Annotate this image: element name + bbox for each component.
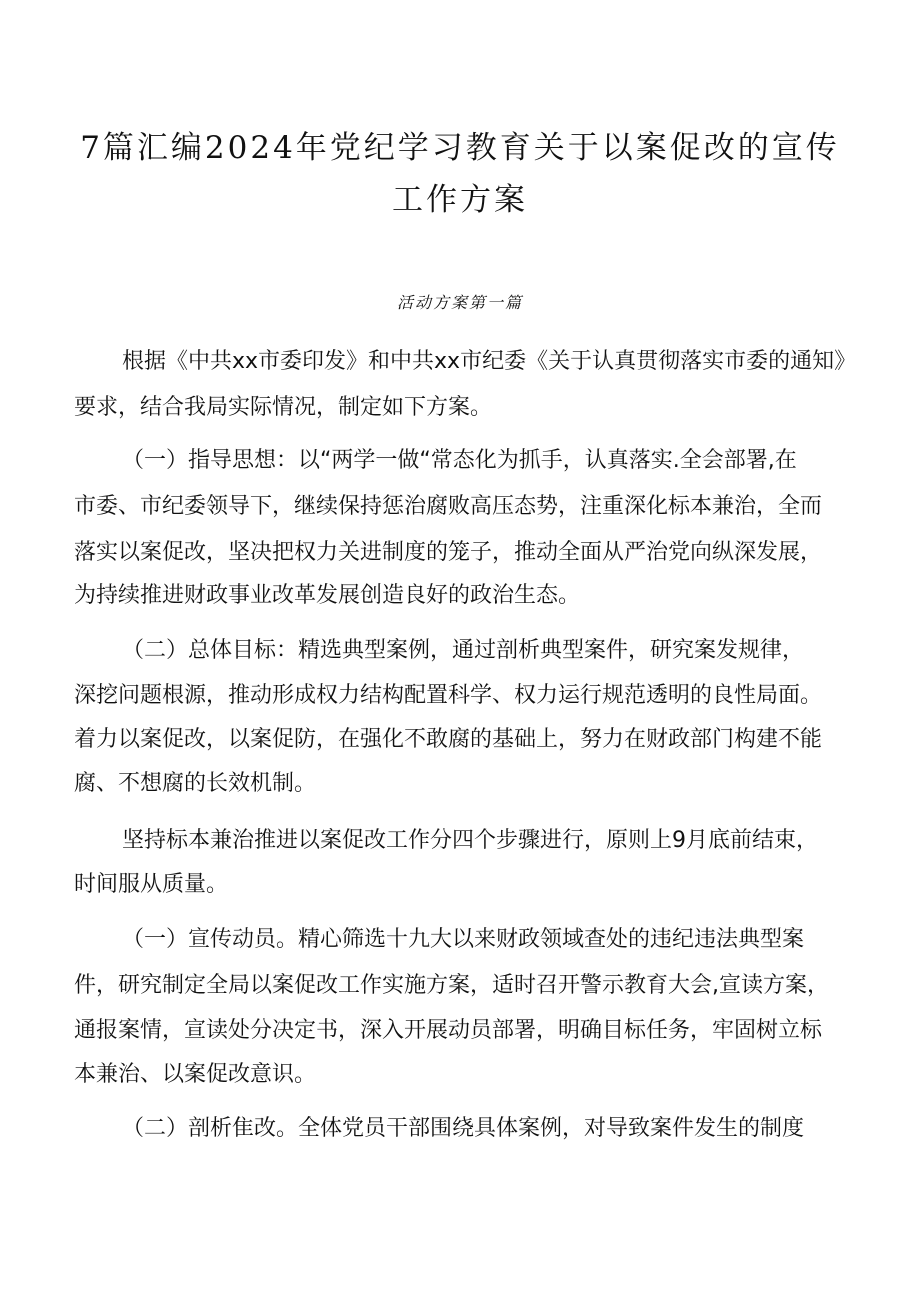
section-subtitle: 活动方案第一篇 [396, 293, 523, 312]
paragraph-line: （一）宣传动员。精心筛选十九大以来财政领域查处的违纪违法典型案 [122, 927, 805, 952]
paragraph-line: （二）总体目标：精选典型案例，通过剖析典型案件，研究案发规律， [122, 638, 805, 663]
paragraph-line: 通报案情，宣读处分决定书，深入开展动员部署，明确目标任务，牢固树立标 [74, 1018, 823, 1043]
paragraph-line: （二）剖析隹改。全体党员干部围绕具体案例，对导致案件发生的制度 [122, 1116, 805, 1141]
paragraph-line: 要求，结合我局实际情况，制定如下方案。 [74, 395, 493, 420]
paragraph-line: 坚持标本兼治推进以案促改工作分四个步骤进行，原则上9月底前结束， [122, 828, 818, 853]
paragraph-line: 根据《中共xx市委印发》和中共xx市纪委《关于认真贯彻落实市委的通知》 [122, 349, 857, 374]
paragraph-line: 腐、不想腐的长效机制。 [74, 771, 317, 796]
paragraph-line: 着力以案促改，以案促防，在强化不敢腐的基础上，努力在财政部门构建不能 [74, 727, 823, 752]
paragraph-line: 落实以案促改，坚决把权力关进制度的笼子，推动全面从严治党向纵深发展， [74, 540, 823, 565]
paragraph-line: 市委、市纪委领导下，继续保持惩治腐败高压态势，注重深化标本兼治，全而 [74, 494, 823, 519]
paragraph-line: 时间服从质量。 [74, 872, 229, 897]
document-title-line-2: 工作方案 [392, 182, 528, 218]
document-title-line-1: 7篇汇编2024年党纪学习教育关于以案促改的宣传 [80, 130, 840, 166]
paragraph-line: 为持续推进财政事业改革发展创造良好的政治生态。 [74, 583, 581, 608]
paragraph-line: （一）指导思想：以“两学一做“常态化为抓手，认真落实.全会部署,在 [122, 448, 797, 473]
paragraph-line: 件，研究制定全局以案促改工作实施方案，适时召开警示教育大会,宣读方案， [74, 973, 829, 998]
paragraph-line: 本兼治、以案促改意识。 [74, 1062, 317, 1087]
paragraph-line: 深挖问题根源，推动形成权力结构配置科学、权力运行规范透明的良性局面。 [74, 683, 823, 708]
